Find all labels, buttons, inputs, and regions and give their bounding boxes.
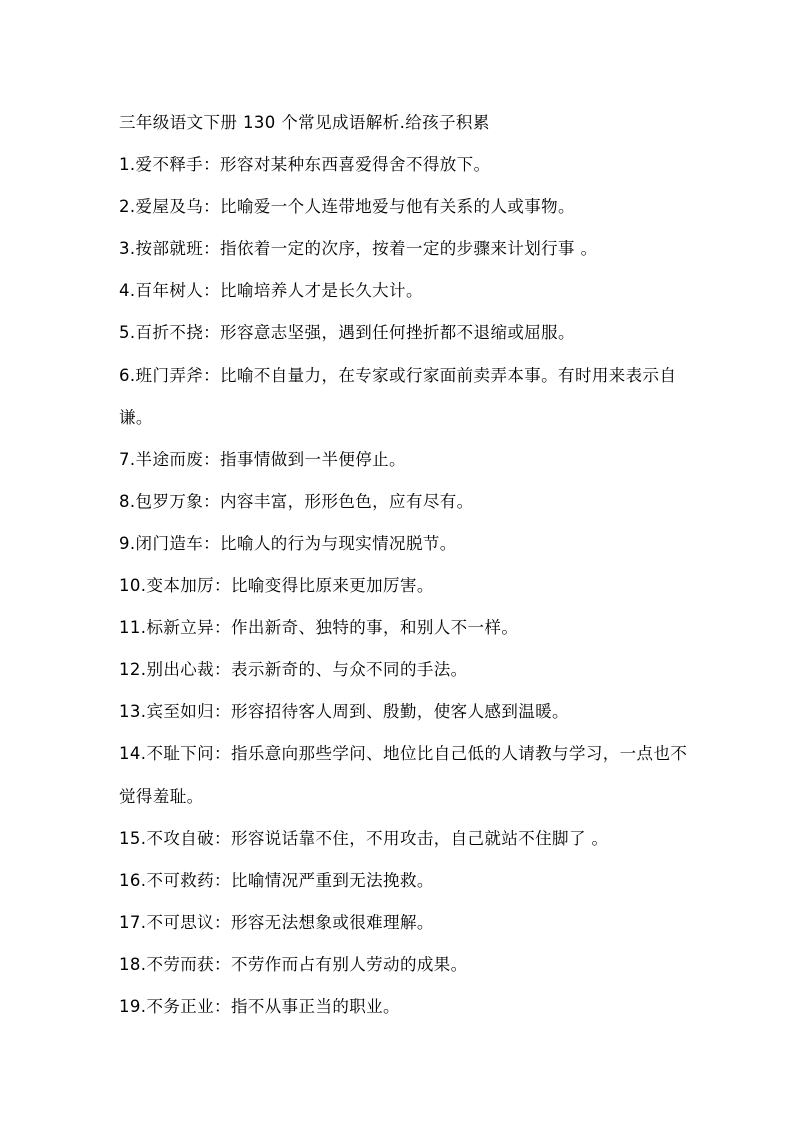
- idiom-entry: 19.不务正业：指不从事正当的职业。: [119, 996, 400, 1016]
- idiom-entry: 17.不可思议：形容无法想象或很难理解。: [119, 912, 434, 932]
- idiom-entry: 4.百年树人：比喻培养人才是长久大计。: [119, 281, 423, 301]
- idiom-entry: 14.不耻下问：指乐意向那些学问、地位比自己低的人请教与学习，一点也不觉得羞耻。: [119, 744, 688, 806]
- idiom-entry: 8.包罗万象：内容丰富，形形色色，应有尽有。: [119, 491, 474, 511]
- idiom-entry: 6.班门弄斧：比喻不自量力，在专家或行家面前卖弄本事。有时用来表示自谦。: [119, 365, 677, 427]
- idiom-entry: 1.爱不释手：形容对某种东西喜爱得舍不得放下。: [119, 155, 491, 175]
- idiom-entry: 7.半途而废：指事情做到一半便停止。: [119, 449, 406, 469]
- document-title: 三年级语文下册 130 个常见成语解析.给孩子积累: [119, 113, 490, 132]
- idiom-entry: 2.爱屋及乌：比喻爱一个人连带地爱与他有关系的人或事物。: [119, 197, 575, 217]
- idiom-entry: 11.标新立异：作出新奇、独特的事，和别人不一样。: [119, 618, 519, 638]
- idiom-entry: 5.百折不挠：形容意志坚强，遇到任何挫折都不退缩或屈服。: [119, 323, 575, 343]
- idiom-entry: 16.不可救药：比喻情况严重到无法挽救。: [119, 870, 434, 890]
- idiom-entry: 13.宾至如归：形容招待客人周到、殷勤，使客人感到温暖。: [119, 702, 569, 722]
- idiom-entry: 12.别出心裁：表示新奇的、与众不同的手法。: [119, 660, 468, 680]
- document-body: [119, 102, 689, 1028]
- idiom-entry: 10.变本加厉：比喻变得比原来更加厉害。: [119, 576, 434, 596]
- idiom-entry: 15.不攻自破：形容说话靠不住，不用攻击，自己就站不住脚了 。: [119, 828, 609, 848]
- idiom-entry: 9.闭门造车：比喻人的行为与现实情况脱节。: [119, 533, 457, 553]
- idiom-entry: 18.不劳而获：不劳作而占有别人劳动的成果。: [119, 954, 468, 974]
- idiom-entry: 3.按部就班：指依着一定的次序，按着一定的步骤来计划行事 。: [119, 239, 598, 259]
